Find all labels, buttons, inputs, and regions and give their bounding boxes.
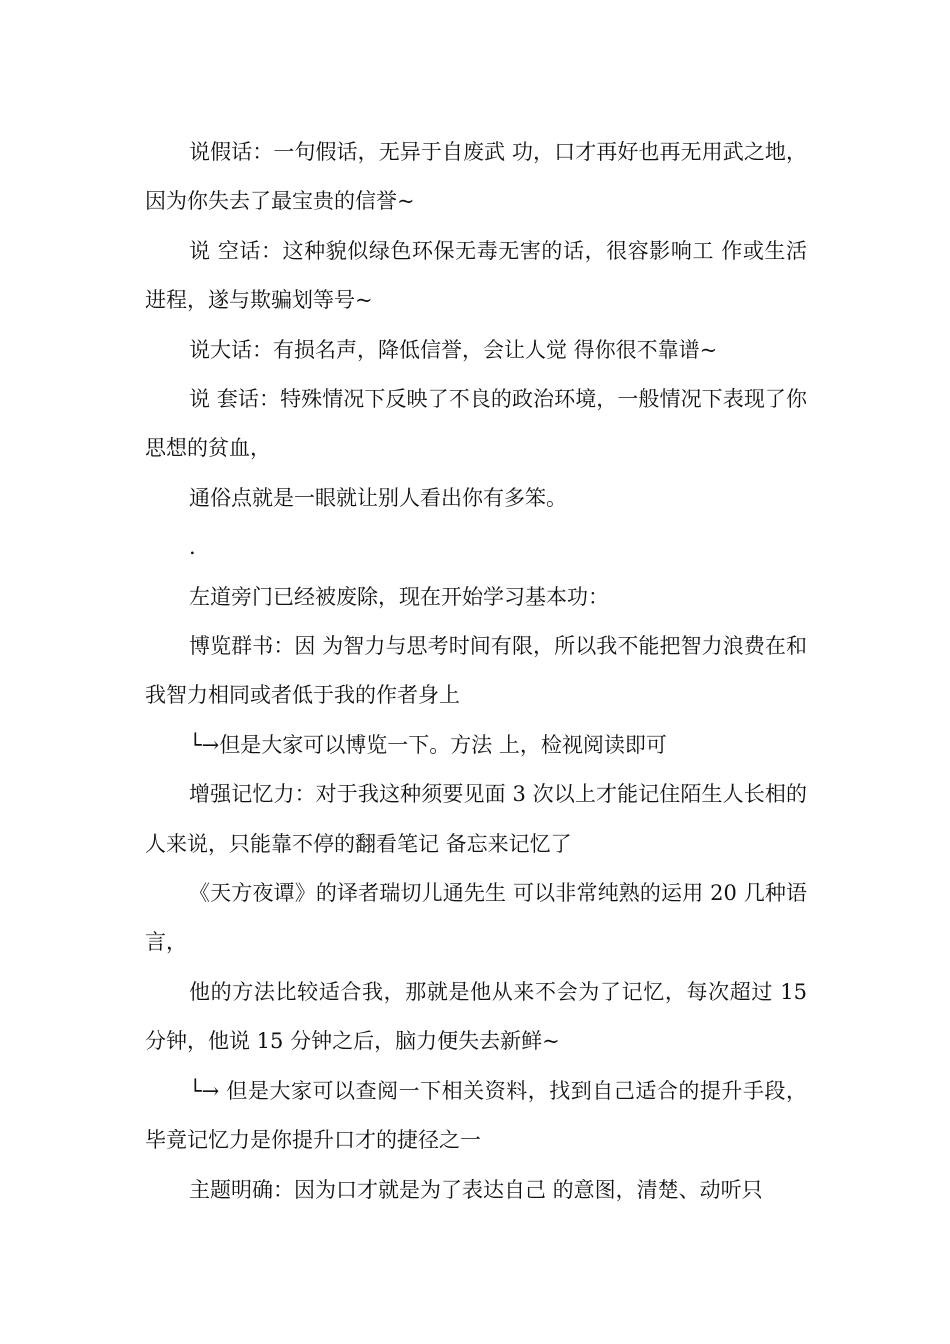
paragraph-memory: 增强记忆力：对于我这种须要见面 3 次以上才能记住陌生人长相的人来说，只能靠不停的翻看笔记 备忘来记忆了 — [145, 782, 807, 856]
paragraph-read-widely-note: └→但是大家可以博览一下。方法 上，检视阅读即可 — [189, 732, 667, 757]
paragraph-empty-talk: 说 空话：这种貌似绿色环保无毒无害的话，很容影响工 作或生活进程，遂与欺骗划等号~ — [145, 238, 807, 313]
paragraph-cliche-talk: 说 套话：特殊情况下反映了不良的政治环境，一般情况下表现了你思想的贫血， — [145, 387, 807, 461]
paragraph-plainly-speaking: 通俗点就是一眼就让别人看出你有多笨。 — [189, 485, 567, 510]
paragraph-false-talk: 说假话：一句假话，无异于自废武 功，口才再好也再无用武之地，因为你失去了最宝贵的信誉~ — [145, 140, 807, 214]
paragraph-method: 他的方法比较适合我，那就是他从来不会为了记忆，每次超过 15 分钟，他说 15 分钟之后，脑力便失去新鲜~ — [145, 979, 807, 1054]
paragraph-dot: . — [189, 535, 196, 560]
document-body — [145, 128, 807, 1215]
paragraph-big-talk: 说大话：有损名声，降低信誉，会让人觉 得你很不靠谱~ — [189, 337, 718, 362]
paragraph-memory-note: └→ 但是大家可以查阅一下相关资料，找到自己适合的提升手段，毕竟记忆力是你提升口才的捷径之一 — [145, 1078, 807, 1153]
paragraph-read-widely: 博览群书：因 为智力与思考时间有限，所以我不能把智力浪费在和我智力相同或者低于我的作者身上 — [145, 634, 807, 708]
paragraph-clear-theme: 主题明确：因为口才就是为了表达自己 的意图，清楚、动听只 — [189, 1177, 763, 1202]
paragraph-translator: 《天方夜谭》的译者瑞切儿通先生 可以非常纯熟的运用 20 几种语言， — [145, 881, 807, 955]
paragraph-basics-intro: 左道旁门已经被废除，现在开始学习基本功： — [189, 584, 609, 609]
